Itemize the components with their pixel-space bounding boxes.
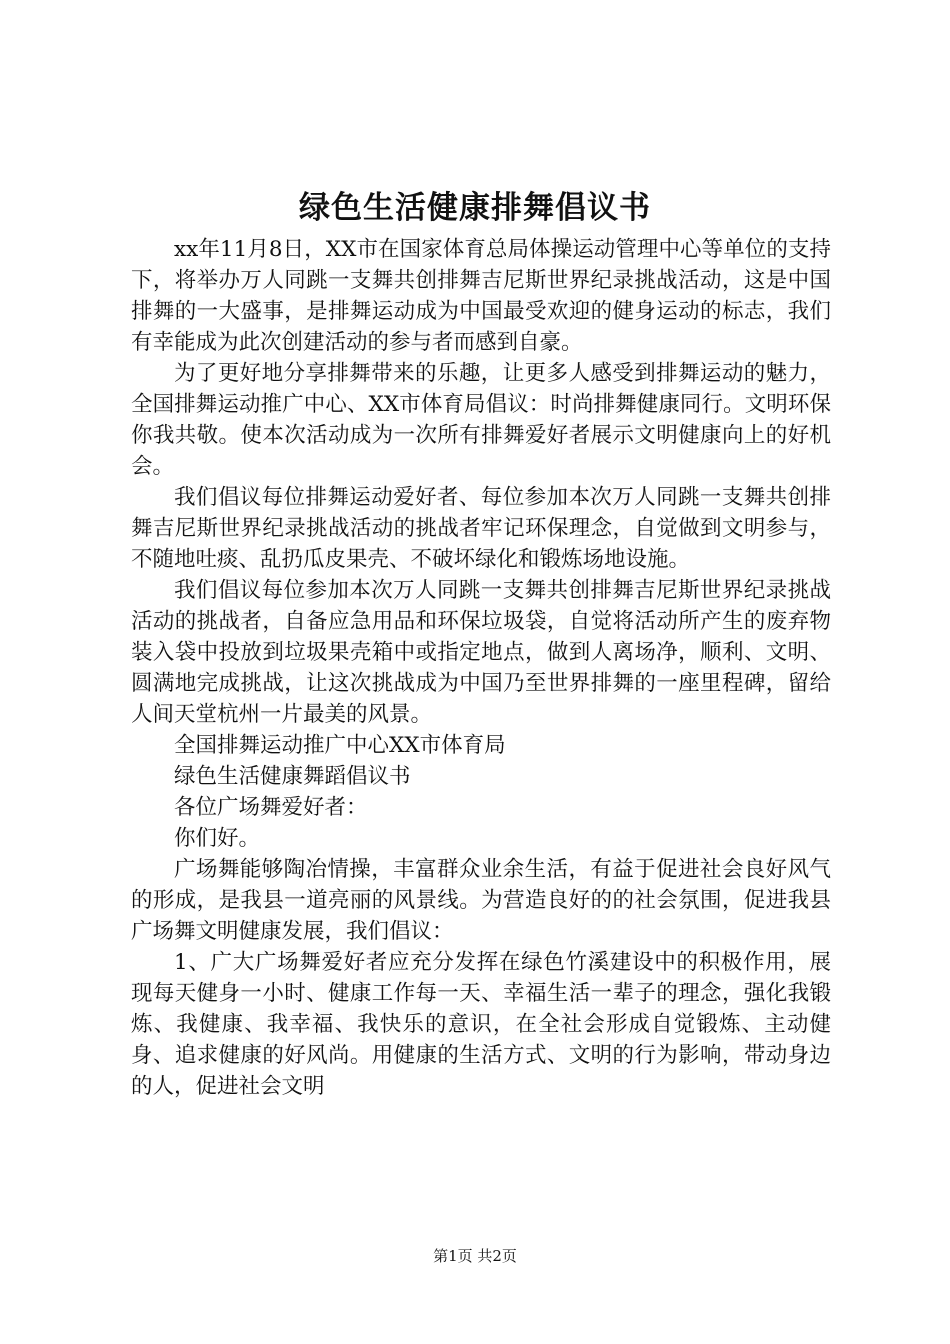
section-heading: 绿色生活健康舞蹈倡议书 [174,764,411,789]
page-footer: 第1页 共2页 [433,1247,517,1265]
signature-line: 全国排舞运动推广中心XX市体育局 [174,733,506,758]
paragraph: 1、广大广场舞爱好者应充分发挥在绿色竹溪建设中的积极作用，展现每天健身一小时、健康工作每一天、幸福生活一辈子的理念，强化我锻炼、我健康、我幸福、我快乐的意识，在全社会形成自觉锻炼、主动健身、追求健康的好风尚。用健康的生活方式、文明的行为影响，带动身边的人，促进社会文明 [131,950,831,1099]
document-title: 绿色生活健康排舞倡议书 [299,190,651,226]
paragraph: 我们倡议每位排舞运动爱好者、每位参加本次万人同跳一支舞共创排舞吉尼斯世界纪录挑战活动的挑战者牢记环保理念，自觉做到文明参与，不随地吐痰、乱扔瓜皮果壳、不破坏绿化和锻炼场地设施。 [131,485,831,572]
greeting: 你们好。 [174,826,261,851]
paragraph: 为了更好地分享排舞带来的乐趣，让更多人感受到排舞运动的魅力，全国排舞运动推广中心、XX市体育局倡议：时尚排舞健康同行。文明环保你我共敬。使本次活动成为一次所有排舞爱好者展示文明健康向上的好机会。 [131,361,831,479]
paragraph: 广场舞能够陶冶情操，丰富群众业余生活，有益于促进社会良好风气的形成，是我县一道亮丽的风景线。为营造良好的的社会氛围，促进我县广场舞文明健康发展，我们倡议： [131,857,831,944]
salutation: 各位广场舞爱好者： [174,795,368,820]
paragraph: 我们倡议每位参加本次万人同跳一支舞共创排舞吉尼斯世界纪录挑战活动的挑战者，自备应急用品和环保垃圾袋，自觉将活动所产生的废弃物装入袋中投放到垃圾果壳箱中或指定地点，做到人离场净，顺利、文明、圆满地完成挑战，让这次挑战成为中国乃至世界排舞的一座里程碑，留给人间天堂杭州一片最美的风景。 [131,578,831,727]
paragraph: xx年11月8日，XX市在国家体育总局体操运动管理中心等单位的支持下，将举办万人同跳一支舞共创排舞吉尼斯世界纪录挑战活动，这是中国排舞的一大盛事，是排舞运动成为中国最受欢迎的健身运动的标志，我们有幸能成为此次创建活动的参与者而感到自豪。 [131,237,831,355]
document-body [131,234,831,1102]
